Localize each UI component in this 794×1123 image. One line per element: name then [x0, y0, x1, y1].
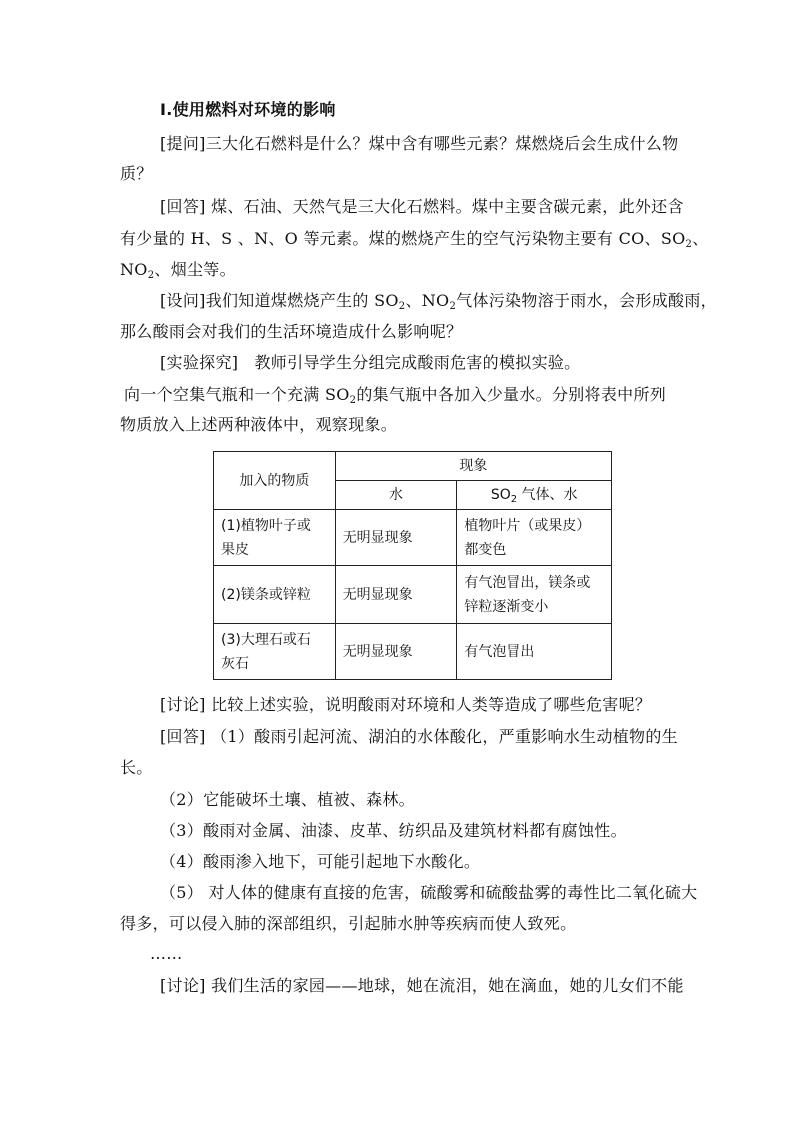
cell-so2: 植物叶片（或果皮） 都变色: [457, 510, 612, 566]
question-1-line-2: 质？: [120, 164, 153, 183]
cell-so2: 有气泡冒出，镁条或 锌粒逐渐变小: [457, 566, 612, 624]
header-substance: 加入的物质: [214, 452, 336, 510]
discussion-1: [讨论] 比较上述实验，说明酸雨对环境和人类等造成了哪些危害呢？: [160, 695, 652, 714]
cell-substance: (1)植物叶子或 果皮: [214, 510, 336, 566]
answer-2-item-3: （3）酸雨对金属、油漆、皮革、纺织品及建筑材料都有腐蚀性。: [160, 821, 627, 840]
table-row: [214, 510, 612, 566]
answer-text: 煤、石油、天然气是三大化石燃料。煤中主要含碳元素，此外还含: [211, 197, 684, 216]
ellipsis: ……: [150, 944, 183, 963]
answer-1-line-3: $NO_2$、烟尘等。: [120, 260, 236, 281]
answer-1-line-1: [160, 197, 684, 217]
table-row: [214, 624, 612, 680]
header-so2-water: $SO_2$ 气体、水: [457, 481, 612, 510]
discussion-2: [讨论] 我们生活的家园——地球，她在流泪，她在滴血，她的儿女们不能: [160, 976, 684, 995]
header-phenomenon: 现象: [335, 452, 611, 481]
question-2-line-1: [设问]我们知道煤燃烧产生的 $SO_2$、$NO_2$气体污染物溶于雨水，会形成酸雨，: [160, 291, 717, 312]
cell-substance: (3)大理石或石 灰石: [214, 624, 336, 680]
answer-2-item-5-line-1: （5） 对人体的健康有直接的危害，硫酸雾和硫酸盐雾的毒性比二氧化硫大: [160, 883, 698, 902]
answer-tag: [回答]: [160, 727, 206, 746]
header-water: 水: [335, 481, 457, 510]
intro-line-1: 向一个空集气瓶和一个充满 $SO_2$的集气瓶中各加入少量水。分别将表中所列: [124, 385, 667, 406]
experiment-tag: [实验探究]: [160, 353, 239, 372]
answer-2-item-2: （2）它能破坏土壤、植被、森林。: [160, 790, 415, 809]
table-row: [214, 566, 612, 624]
answer-1-line-2: 有少量的 H、S 、N、O 等元素。煤的燃烧产生的空气污染物主要有 CO、$SO_2$、: [120, 229, 709, 250]
intro-line-2: 物质放入上述两种液体中，观察现象。: [120, 415, 398, 434]
table-header-row: [214, 452, 612, 481]
cell-substance: (2)镁条或锌粒: [214, 566, 336, 624]
experiment-line: [实验探究] 教师引导学生分组完成酸雨危害的模拟实验。: [160, 353, 581, 372]
question-text: 三大化石燃料是什么？煤中含有哪些元素？煤燃烧后会生成什么物: [205, 134, 679, 153]
cell-water: 无明显现象: [335, 510, 457, 566]
discussion-tag: [讨论]: [160, 695, 206, 714]
cell-so2: 有气泡冒出: [457, 624, 612, 680]
section-title: Ⅰ.使用燃料对环境的影响: [160, 100, 336, 119]
answer-2-item-1-line-1: [回答] （1）酸雨引起河流、湖泊的水体酸化，严重影响水生动植物的生: [160, 727, 678, 746]
answer-2-item-1-line-2: 长。: [120, 758, 153, 777]
discussion-tag: [讨论]: [160, 976, 206, 995]
experiment-table: [213, 451, 612, 680]
answer-2-item-5-line-2: 得多，可以侵入肺的深部组织，引起肺水肿等疾病而使人致死。: [120, 914, 577, 933]
answer-2-item-4: （4）酸雨渗入地下，可能引起地下水酸化。: [160, 852, 481, 871]
question-tag: [设问]: [160, 291, 206, 310]
question-2-line-2: 那么酸雨会对我们的生活环境造成什么影响呢？: [120, 322, 463, 341]
cell-water: 无明显现象: [335, 624, 457, 680]
cell-water: 无明显现象: [335, 566, 457, 624]
question-1-line-1: [160, 134, 678, 154]
question-tag: [提问]: [160, 134, 206, 153]
answer-tag: [回答]: [160, 197, 206, 216]
